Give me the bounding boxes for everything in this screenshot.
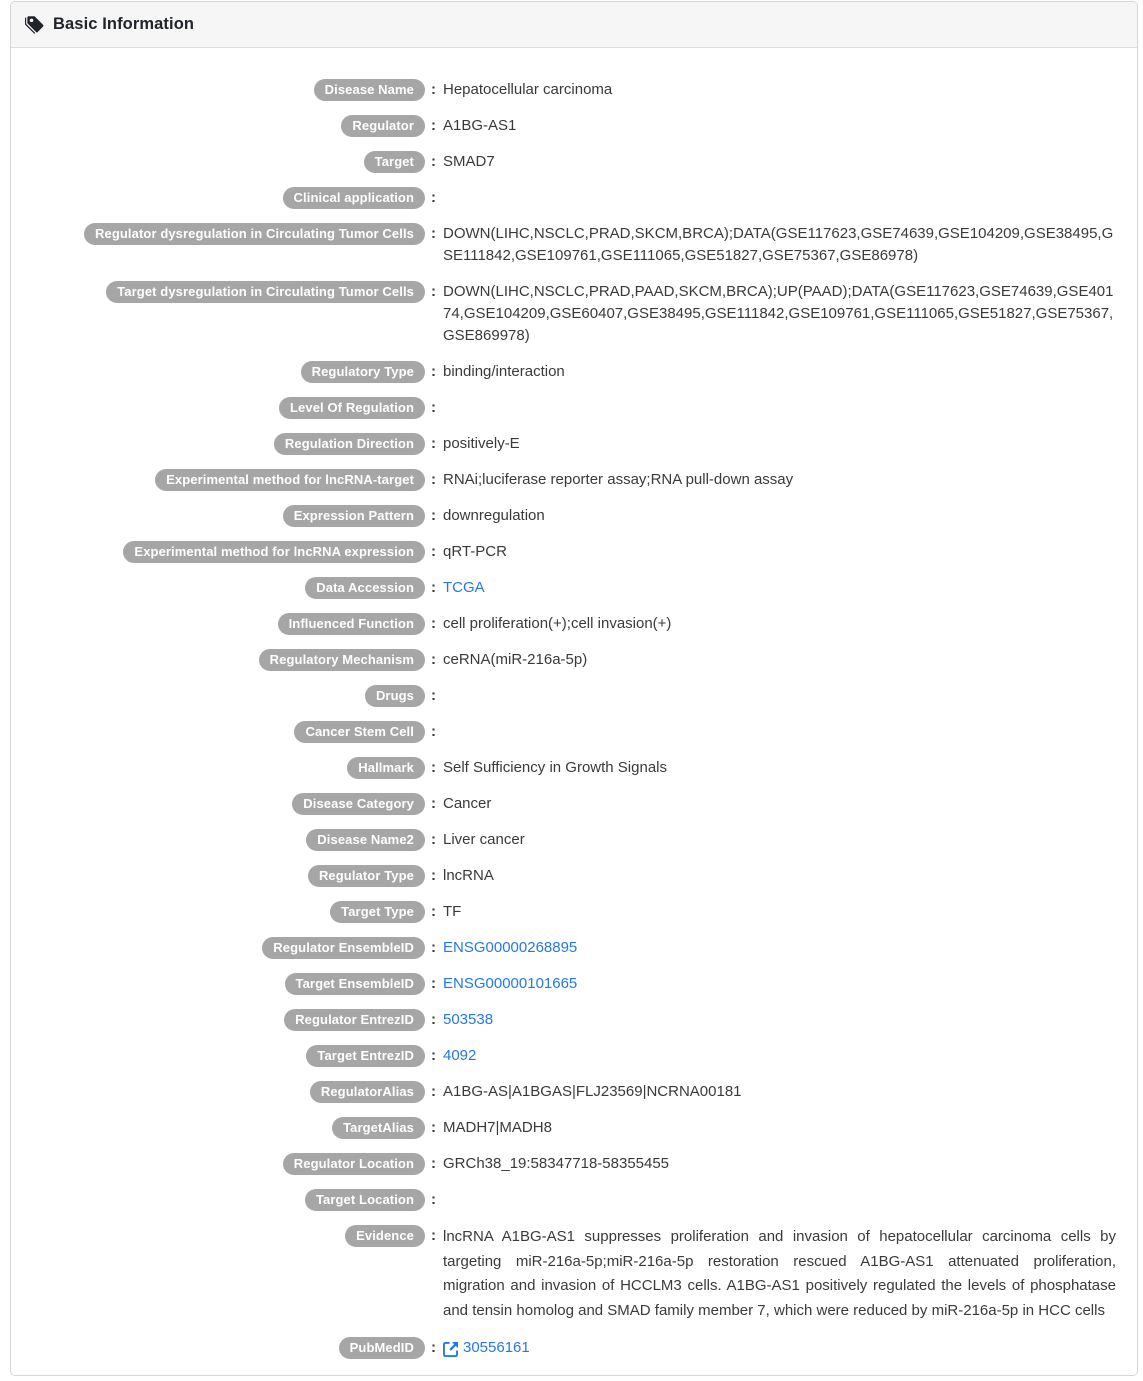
colon-separator: : [431,225,436,242]
field-label-column [31,151,425,173]
field-value [443,973,1117,995]
field-label-pill: Clinical application [283,187,425,209]
colon-separator: : [431,1083,436,1100]
field-value [443,1081,1117,1103]
colon-separator: : [431,117,436,134]
info-row [31,1038,1117,1074]
field-value [443,865,1117,887]
info-row [31,462,1117,498]
field-value [443,397,1117,419]
field-label-column [31,865,425,887]
field-value [443,937,1117,959]
field-label-column [31,1225,425,1247]
info-row [31,1002,1117,1038]
info-row [31,274,1117,354]
field-label-pill: RegulatorAlias [310,1081,425,1103]
field-label-pill: Target [364,151,425,173]
field-label-column [31,1081,425,1103]
field-value [443,1337,1117,1363]
field-label-pill: Regulatory Type [301,361,425,383]
field-value [443,649,1117,671]
field-label-pill: Disease Name2 [306,829,425,851]
colon-separator: : [431,975,436,992]
colon-separator: : [431,1047,436,1064]
field-value [443,1009,1117,1031]
field-value-text: Liver cancer [443,831,525,848]
colon-separator: : [431,81,436,98]
field-value [443,829,1117,851]
field-label-column [31,577,425,599]
field-label-pill: Experimental method for lncRNA expression [123,541,425,563]
field-value [443,793,1117,815]
field-label-column [31,721,425,743]
info-row [31,822,1117,858]
info-row [31,1330,1117,1370]
field-value-text: Self Sufficiency in Growth Signals [443,759,667,776]
field-label-column [31,649,425,671]
field-label-column [31,397,425,419]
field-value [443,151,1117,173]
colon-separator: : [431,1339,436,1356]
colon-separator: : [431,471,436,488]
field-label-pill: Disease Name [314,79,425,101]
info-row [31,966,1117,1002]
field-label-column [31,829,425,851]
field-label-column [31,1117,425,1139]
field-label-column [31,115,425,137]
info-row [31,930,1117,966]
field-value-text: ceRNA(miR-216a-5p) [443,651,588,668]
info-row [31,1218,1117,1330]
colon-separator: : [431,1011,436,1028]
info-row [31,1146,1117,1182]
colon-separator: : [431,363,436,380]
field-label-column [31,361,425,383]
colon-separator: : [431,615,436,632]
info-row [31,606,1117,642]
field-value [443,469,1117,491]
field-value-link[interactable]: ENSG00000101665 [443,975,578,992]
colon-separator: : [431,831,436,848]
field-value-link[interactable]: TCGA [443,579,485,596]
field-label-column [31,541,425,563]
field-label-pill: Regulator EntrezID [284,1009,425,1031]
field-value-text: MADH7|MADH8 [443,1119,552,1136]
info-row [31,426,1117,462]
colon-separator: : [431,283,436,300]
field-value [443,187,1117,209]
info-row [31,894,1117,930]
colon-separator: : [431,867,436,884]
field-value [443,901,1117,923]
field-label-column [31,1189,425,1211]
field-value-text: Cancer [443,795,492,812]
field-value-text: A1BG-AS|A1BGAS|FLJ23569|NCRNA00181 [443,1083,742,1100]
field-value [443,757,1117,779]
colon-separator: : [431,795,436,812]
field-label-pill: Target dysregulation in Circulating Tumor Cells [106,281,425,303]
panel-header [11,2,1137,48]
field-label-pill: Regulator Type [308,865,425,887]
field-label-pill: Disease Category [292,793,425,815]
field-value [443,115,1117,137]
field-value-text: downregulation [443,507,545,524]
colon-separator: : [431,723,436,740]
colon-separator: : [431,543,436,560]
info-row [31,750,1117,786]
field-label-pill: Cancer Stem Cell [294,721,425,743]
field-value-text: GRCh38_19:58347718-58355455 [443,1155,670,1172]
info-row [31,144,1117,180]
field-value-text: SMAD7 [443,153,495,170]
field-label-pill: Regulator EnsembleID [262,937,425,959]
info-row [31,180,1117,216]
colon-separator: : [431,579,436,596]
external-link-icon[interactable] [443,1342,458,1357]
field-label-pill: PubMedID [339,1337,425,1359]
tags-icon [25,15,44,34]
basic-information-panel [10,1,1138,1376]
colon-separator: : [431,435,436,452]
field-value [443,1153,1117,1175]
field-label-pill: Regulator [341,115,425,137]
field-value-text: A1BG-AS1 [443,117,517,134]
field-value [443,1117,1117,1139]
field-value-link[interactable]: 4092 [443,1047,477,1064]
info-row [31,1110,1117,1146]
field-label-column [31,1009,425,1031]
field-label-pill: Experimental method for lncRNA-target [155,469,425,491]
field-value [443,577,1117,599]
colon-separator: : [431,399,436,416]
field-value [443,505,1117,527]
field-label-pill: Data Accession [305,577,425,599]
info-row [31,534,1117,570]
field-label-pill: Influenced Function [278,613,425,635]
field-label-column [31,757,425,779]
field-label-column [31,1045,425,1067]
field-label-pill: Target Location [305,1189,425,1211]
field-label-pill: Hallmark [347,757,425,779]
field-label-column [31,793,425,815]
info-row [31,570,1117,606]
info-row [31,390,1117,426]
field-value [443,613,1117,635]
field-value [443,541,1117,563]
colon-separator: : [431,1155,436,1172]
field-label-column [31,685,425,707]
info-row [31,786,1117,822]
field-value [443,223,1117,267]
field-label-column [31,937,425,959]
field-label-pill: Target EntrezID [306,1045,425,1067]
info-row [31,1182,1117,1218]
field-value [443,281,1117,347]
field-label-pill: TargetAlias [332,1117,425,1139]
field-label-column [31,79,425,101]
colon-separator: : [431,153,436,170]
info-row [31,216,1117,274]
field-value-text: DOWN(LIHC,NSCLC,PRAD,PAAD,SKCM,BRCA);UP(PAAD);DATA(GSE117623,GSE74639,GSE40174,GSE104209,GSE60407,GSE38495,GSE111842,GSE109761,GSE111065,GSE51827,GSE75367,GSE869978) [443,283,1114,344]
info-row [31,678,1117,714]
colon-separator: : [431,759,436,776]
field-label-pill: Expression Pattern [283,505,425,527]
colon-separator: : [431,189,436,206]
info-row [31,858,1117,894]
field-label-column [31,223,425,245]
info-row [31,72,1117,108]
field-label-pill: Evidence [345,1225,425,1247]
field-value-text: positively-E [443,435,520,452]
field-value [443,1225,1117,1323]
field-value [443,361,1117,383]
field-label-column [31,1153,425,1175]
info-row [31,354,1117,390]
field-value [443,721,1117,743]
field-value-text: qRT-PCR [443,543,507,560]
field-value-text: cell proliferation(+);cell invasion(+) [443,615,672,632]
field-label-pill: Target Type [330,901,425,923]
colon-separator: : [431,1119,436,1136]
field-value [443,1045,1117,1067]
info-row [31,642,1117,678]
field-label-pill: Level Of Regulation [279,397,425,419]
field-value-link[interactable]: ENSG00000268895 [443,939,578,956]
field-value [443,79,1117,101]
field-value-text: TF [443,903,462,920]
info-row [31,714,1117,750]
field-label-pill: Regulatory Mechanism [259,649,425,671]
colon-separator: : [431,1191,436,1208]
field-value-text: lncRNA A1BG-AS1 suppresses proliferation and invasion of hepatocellular carcinoma cells by targeting miR-216a-5p;miR-216a-5p restoration rescued A1BG-AS1 attenuated proliferation, migration and invasion of HCCLM3 cells. A1BG-AS1 positively regulated the levels of phosphatase and tensin homolog and SMAD family member 7, which were reduced by miR-216a-5p in HCC cells [443,1228,1116,1319]
field-value-link[interactable]: 503538 [443,1011,494,1028]
field-label-pill: Regulation Direction [274,433,425,455]
colon-separator: : [431,939,436,956]
field-label-column [31,901,425,923]
field-label-column [31,973,425,995]
colon-separator: : [431,507,436,524]
field-label-column [31,281,425,303]
field-value [443,1189,1117,1211]
panel-body [11,48,1137,1376]
colon-separator: : [431,903,436,920]
field-label-column [31,613,425,635]
panel-title: Basic Information [53,15,195,33]
field-label-column [31,505,425,527]
field-value-text: Hepatocellular carcinoma [443,81,613,98]
field-label-column [31,433,425,455]
info-row [31,498,1117,534]
field-value [443,685,1117,707]
field-label-pill: Drugs [365,685,425,707]
pubmed-id-link[interactable]: 30556161 [463,1339,530,1356]
field-value-text: binding/interaction [443,363,565,380]
info-row [31,108,1117,144]
colon-separator: : [431,687,436,704]
field-value-text: lncRNA [443,867,494,884]
colon-separator: : [431,1227,436,1244]
field-value-text: DOWN(LIHC,NSCLC,PRAD,SKCM,BRCA);DATA(GSE117623,GSE74639,GSE104209,GSE38495,GSE111842,GSE109761,GSE111065,GSE51827,GSE75367,GSE86978) [443,225,1114,264]
field-label-column [31,1337,425,1359]
colon-separator: : [431,651,436,668]
field-value-text: RNAi;luciferase reporter assay;RNA pull-down assay [443,471,794,488]
field-label-pill: Regulator Location [283,1153,425,1175]
field-label-pill: Regulator dysregulation in Circulating Tumor Cells [84,223,425,245]
info-row [31,1074,1117,1110]
field-value [443,433,1117,455]
field-label-pill: Target EnsembleID [285,973,426,995]
field-label-column [31,187,425,209]
field-label-column [31,469,425,491]
